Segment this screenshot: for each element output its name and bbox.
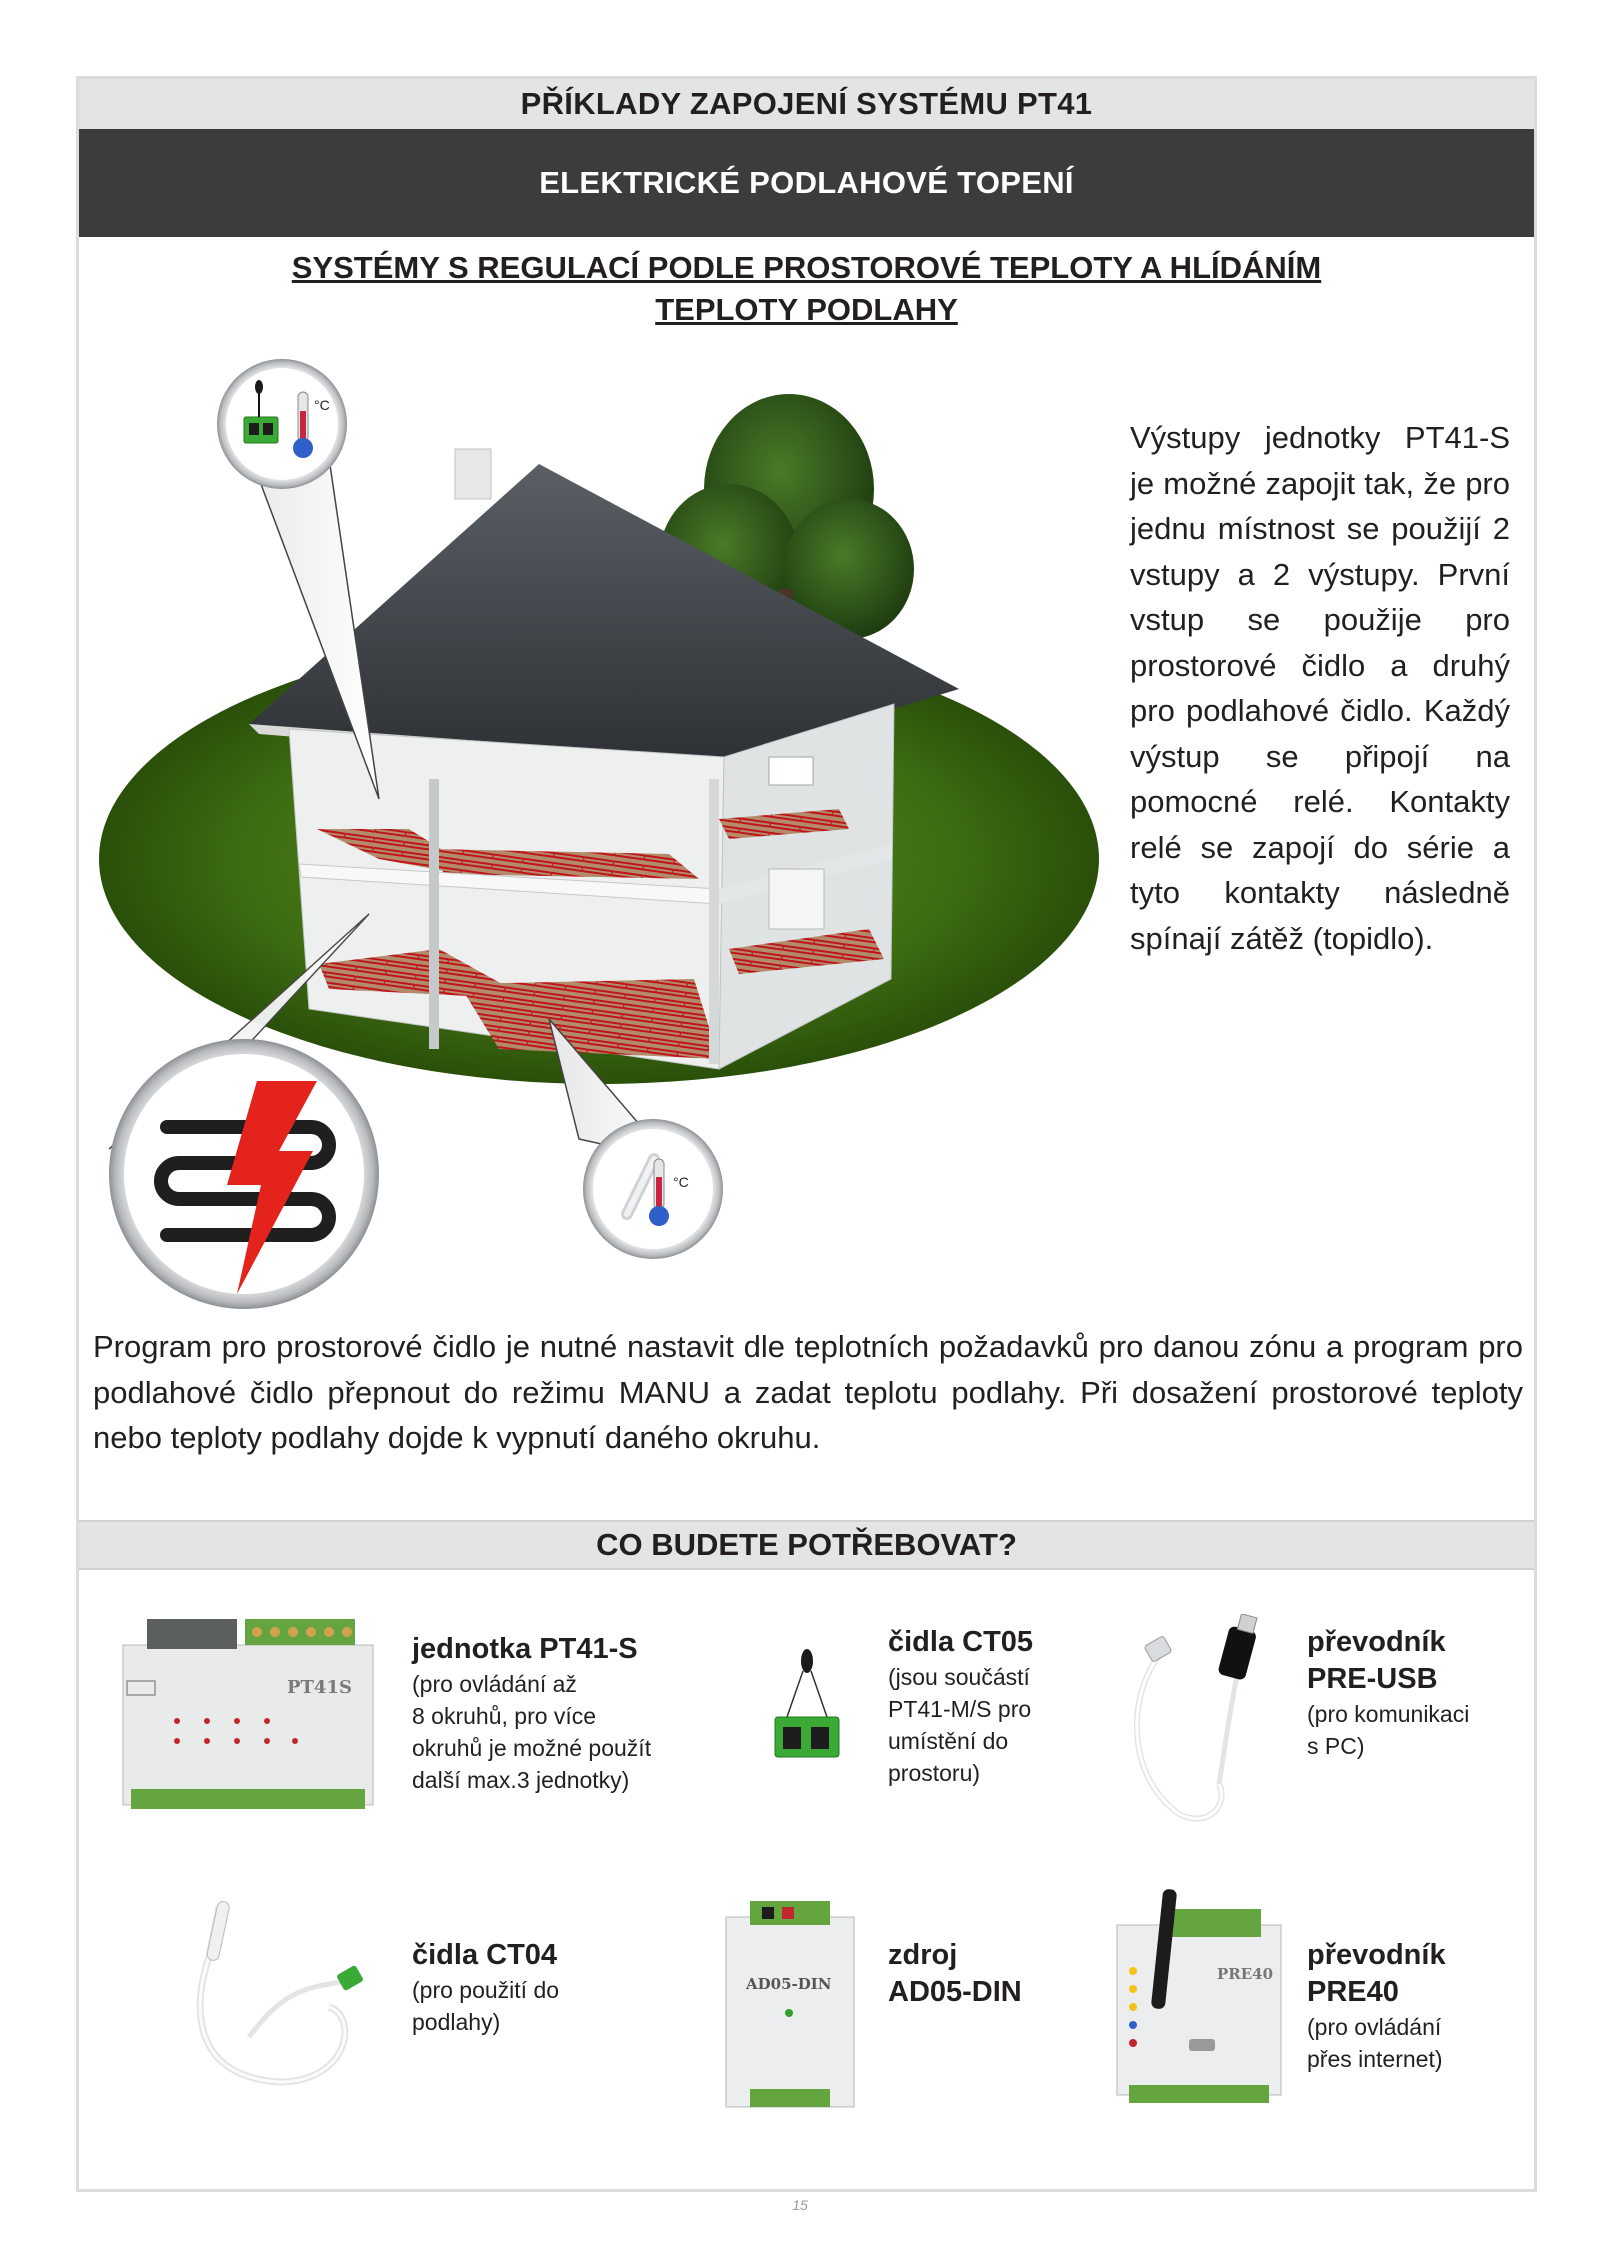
pre40-desc-2: přes internet) <box>1307 2046 1443 2072</box>
subtitle <box>79 247 1534 331</box>
ad05-label: AD05-DIN <box>746 1975 832 1993</box>
ct05-desc-4: prostoru) <box>888 1760 981 1786</box>
pre40-text <box>1307 1937 1517 2075</box>
ad05-name-2: AD05-DIN <box>888 1976 1022 2008</box>
pt41s-desc-3: okruhů je možné použít <box>412 1735 652 1761</box>
chimney <box>455 449 491 499</box>
window <box>769 757 813 785</box>
pt41s-desc-2: 8 okruhů, pro více <box>412 1703 597 1729</box>
pt41s-unit-image <box>117 1609 379 1815</box>
subtitle-line-2: TEPLOTY PODLAHY <box>655 292 958 327</box>
pre40-name-2: PRE40 <box>1307 1976 1399 2008</box>
pt41s-desc-1: (pro ovládání až <box>412 1671 577 1697</box>
pre-usb-desc-1: (pro komunikaci <box>1307 1701 1470 1727</box>
program-paragraph: Program pro prostorové čidlo je nutné nastavit dle teplotních požadavků pro danou zónu a program pro podlahové čidlo přepnout do režimu MANU a zadat teplotu podlahy. Při dosažení prostorové teploty nebo teploty podlahy dojde k vypnutí daného okruhu. <box>93 1329 1523 1455</box>
ct04-sensor-image <box>169 1897 399 2092</box>
ct05-sensor-image <box>767 1639 847 1759</box>
ad05-text <box>888 1937 1088 2011</box>
ad05-din-image <box>722 1897 862 2109</box>
pre-usb-text <box>1307 1624 1517 1762</box>
ct05-desc-3: umístění do <box>888 1728 1009 1754</box>
floor-sensor-callout <box>583 1119 723 1259</box>
house-illustration <box>79 359 1119 1359</box>
subtitle-line-1: SYSTÉMY S REGULACÍ PODLE PROSTOROVÉ TEPLOTY A HLÍDÁNÍM <box>291 250 1322 285</box>
needs-title: CO BUDETE POTŘEBOVAT? <box>79 1520 1534 1570</box>
pre-usb-name-2: PRE-USB <box>1307 1663 1438 1695</box>
pre40-image <box>1109 1889 1289 2109</box>
ct04-desc-1: (pro použití do <box>412 1977 560 2003</box>
ct05-desc-1: (jsou součástí <box>888 1664 1030 1690</box>
heating-element-callout <box>109 1039 379 1309</box>
pt41s-label: PT41S <box>287 1677 352 1698</box>
ct05-desc-2: PT41-M/S pro <box>888 1696 1032 1722</box>
pt41s-text <box>412 1631 702 1796</box>
ct04-name: čidla CT04 <box>412 1939 558 1971</box>
side-description: Výstupy jednotky PT41-S je možné zapojit tak, že pro jednu místnost se použijí 2 vstupy a 2 výstupy. První vstup se použije pro prostorové čidlo a druhý pro podlahové čidlo. Každý výstup se připojí na pomocné relé. Kontakty relé se zapojí do série a tyto kontakty následně spínají zátěž (topidlo). <box>1130 420 1510 956</box>
pre40-desc-1: (pro ovládání <box>1307 2014 1442 2040</box>
pt41s-desc-4: další max.3 jednotky) <box>412 1767 630 1793</box>
ct04-text <box>412 1937 642 2038</box>
ct05-text <box>888 1624 1108 1789</box>
page-frame <box>76 76 1537 2192</box>
ad05-name: zdroj <box>888 1939 958 1971</box>
ct04-desc-2: podlahy) <box>412 2009 501 2035</box>
page-title: PŘÍKLADY ZAPOJENÍ SYSTÉMU PT41 <box>79 79 1534 129</box>
floor-sensor-unit: °C <box>673 1174 689 1190</box>
ct05-name: čidla CT05 <box>888 1626 1034 1658</box>
pre-usb-image <box>1119 1614 1279 1829</box>
page-number: 15 <box>792 2197 808 2213</box>
room-sensor-unit: °C <box>314 397 330 413</box>
section-title: ELEKTRICKÉ PODLAHOVÉ TOPENÍ <box>79 129 1534 237</box>
pre-usb-desc-2: s PC) <box>1307 1733 1365 1759</box>
room-sensor-callout <box>217 359 347 489</box>
pre-usb-name: převodník <box>1307 1626 1446 1658</box>
pre40-label: PRE40 <box>1217 1965 1274 1983</box>
pre40-name: převodník <box>1307 1939 1446 1971</box>
pt41s-name: jednotka PT41-S <box>412 1633 638 1665</box>
